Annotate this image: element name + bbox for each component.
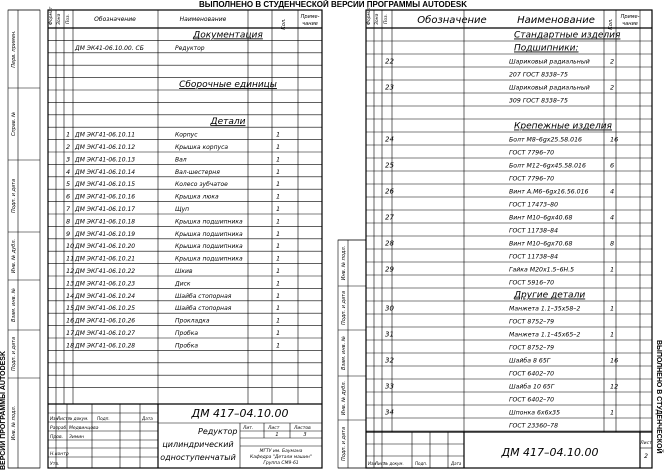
margin-label: Инв. № подл. — [341, 245, 347, 281]
section-heading: Документация — [193, 30, 263, 41]
section-heading: Подшипники: — [514, 43, 579, 54]
row-designation: ДМ ЭКГ41-06.10.18 — [75, 218, 136, 226]
margin-label: Подп. и дата — [11, 178, 17, 214]
row-qty: 12 — [610, 382, 619, 391]
row-name: Прокладка — [175, 317, 210, 325]
tb-list: Лист — [375, 461, 386, 466]
row-pos: 24 — [385, 135, 394, 144]
row-pos: 28 — [385, 239, 394, 248]
row-pos: 16 — [66, 316, 75, 325]
row-name: Болт М12–6gx45.58.016 — [509, 162, 586, 170]
row-designation: ДМ ЭКГ41-06.10.19 — [75, 230, 136, 238]
row-qty: 16 — [610, 135, 619, 144]
row-pos: 25 — [385, 161, 394, 170]
margin-label: Справ. № — [11, 111, 17, 137]
row-qty: 1 — [276, 279, 281, 288]
tb-list: Лист — [57, 416, 68, 421]
section-heading: Другие детали — [514, 290, 586, 301]
row-designation: ДМ ЭКГ41-06.10.14 — [75, 168, 136, 176]
row-name: ГОСТ 11738–84 — [509, 253, 559, 261]
tb-doc: № докум. — [384, 461, 404, 466]
row-qty: 1 — [276, 217, 281, 226]
tb-sheet-no: 1 — [275, 432, 279, 438]
row-name: Вал — [175, 156, 187, 164]
tb-sheets: Листов — [294, 426, 311, 431]
header-zone: Зона — [375, 13, 380, 25]
margin-label: Взам. инв. № — [11, 288, 17, 322]
row-designation: ДМ ЭКГ41-06.10.21 — [75, 255, 136, 263]
tb-doc-number: ДМ 417–04.10.00 — [191, 407, 289, 420]
row-name: ГОСТ 7796–70 — [509, 149, 555, 157]
row-name: ГОСТ 5916–70 — [509, 279, 555, 287]
row-name: Шайба стопорная — [175, 305, 232, 313]
row-designation: ДМ ЭКГ41-06.10.26 — [75, 317, 136, 325]
row-name: Крышка подшипника — [175, 230, 243, 238]
header-designation: Обозначение — [94, 16, 136, 23]
row-qty: 1 — [610, 265, 615, 274]
row-name: Шкив — [175, 268, 193, 275]
header-name: Наименование — [517, 15, 595, 26]
row-name: Крышка подшипника — [175, 218, 243, 226]
row-name: ГОСТ 11738–84 — [509, 227, 559, 235]
tb-razrab-label: Разраб. — [50, 426, 68, 431]
row-designation: ДМ ЭКГ41-06.10.16 — [75, 193, 136, 201]
row-pos: 4 — [66, 167, 71, 176]
row-qty: 1 — [276, 291, 281, 300]
header-zone: Зона — [57, 13, 62, 25]
row-designation: ДМ ЭКГ41-06.10.27 — [75, 330, 136, 337]
tb-org: Кафедра "Детали машин" — [250, 455, 312, 460]
row-name: Шпонка 6х6х35 — [509, 409, 561, 417]
header-pos: Поз. — [66, 14, 71, 24]
row-name: ГОСТ 23360–78 — [509, 422, 559, 430]
section-heading: Стандартные изделия — [514, 30, 621, 41]
row-qty: 1 — [610, 330, 615, 339]
row-designation: ДМ ЭКГ41-06.10.22 — [75, 268, 136, 275]
tb-izm: Изм — [368, 461, 377, 466]
row-qty: 4 — [610, 187, 615, 196]
row-name: Крышка люка — [175, 193, 219, 201]
header-designation: Обозначение — [417, 15, 487, 26]
row-pos: 9 — [66, 229, 71, 238]
section-heading: Детали — [210, 117, 246, 128]
row-name: Пробка — [175, 342, 198, 350]
row-name: Шайба 10 65Г — [509, 383, 555, 391]
row-pos: 3 — [66, 155, 71, 164]
margin-label: Взам. инв. № — [341, 336, 347, 370]
margin-label: Инв. № подл. — [11, 405, 17, 441]
section-heading: Сборочные единицы — [179, 80, 277, 90]
tb-sign: Подп. — [415, 461, 428, 466]
row-pos: 6 — [66, 192, 71, 201]
row-name: Шариковый радиальный — [509, 84, 590, 92]
header-note: чание — [622, 21, 638, 27]
row-qty: 6 — [610, 161, 615, 170]
row-designation: ДМ ЭКГ41-06.10.11 — [75, 131, 136, 139]
row-qty: 1 — [276, 205, 281, 213]
header-note: Приме- — [300, 14, 320, 20]
tb-sheet-no: 2 — [644, 453, 648, 460]
row-pos: 26 — [385, 187, 394, 196]
row-pos: 32 — [385, 356, 394, 365]
student-version-banner: ВЫПОЛНЕНО В СТУДЕНЧЕСКОЙ ВЕРСИИ ПРОГРАММЫ AUTODESK — [198, 0, 468, 9]
row-name: Шайба 8 65Г — [509, 357, 551, 365]
side-banner-left: ВЕРСИИ ПРОГРАММЫ AUTODESK — [0, 350, 7, 470]
row-name: Редуктор — [175, 44, 205, 52]
row-pos: 1 — [66, 130, 71, 139]
row-pos: 23 — [385, 83, 394, 92]
row-pos: 34 — [385, 408, 394, 417]
tb-doc: № докум. — [68, 416, 89, 421]
row-qty: 1 — [276, 229, 281, 238]
tb-date: Дата — [142, 416, 153, 421]
row-designation: ДМ ЭКГ41-06.10.17 — [75, 206, 136, 213]
row-qty: 1 — [276, 316, 281, 325]
row-name: Винт А.М6–6gx16.56.016 — [509, 188, 589, 196]
tb-utv-label: Утв. — [50, 462, 60, 467]
row-name: Крышка корпуса — [175, 144, 229, 151]
row-pos: 31 — [385, 330, 394, 339]
row-name: Вал-шестерня — [175, 168, 220, 176]
row-qty: 8 — [610, 239, 615, 248]
margin-label: Инв. № дубл. — [11, 238, 17, 274]
row-pos: 18 — [66, 341, 75, 350]
tb-sign: Подп. — [97, 416, 110, 421]
row-qty: 1 — [610, 304, 615, 313]
row-name: Манжета 1.1–35х58–2 — [509, 305, 581, 313]
row-qty: 2 — [610, 57, 615, 66]
row-name: 309 ГОСТ 8338–75 — [509, 97, 568, 105]
section-heading: Крепежные изделия — [514, 121, 612, 132]
row-name: Винт М10–6gx40.68 — [509, 214, 573, 222]
row-pos: 8 — [66, 217, 71, 226]
row-name: Крышка подшипника — [175, 255, 243, 263]
row-pos: 12 — [66, 267, 75, 275]
row-qty: 1 — [276, 167, 281, 176]
row-designation: ДМ ЭКГ41-06.10.12 — [75, 144, 136, 151]
row-name: Диск — [175, 280, 191, 288]
margin-label: Перв. примен. — [11, 30, 17, 68]
row-qty: 2 — [610, 83, 615, 92]
row-name: Гайка М20х1.5–6Н.5 — [509, 266, 575, 274]
row-pos: 29 — [385, 265, 394, 274]
tb-sheets-no: 3 — [303, 432, 307, 438]
row-pos: 13 — [66, 279, 75, 288]
header-name: Наименование — [179, 16, 227, 23]
row-pos: 5 — [66, 180, 71, 189]
row-designation: ДМ ЭКГ41-06.10.13 — [75, 156, 136, 164]
row-designation: ДМ ЭКГ41-06.10.24 — [75, 292, 136, 300]
tb-date: Дата — [451, 461, 462, 466]
row-pos: 7 — [66, 205, 71, 213]
row-qty: 1 — [276, 130, 281, 139]
row-pos: 27 — [385, 213, 394, 222]
header-qty: Кол. — [281, 18, 287, 30]
row-name: Колесо зубчатое — [175, 181, 228, 189]
row-name: Винт М10–6gx70.68 — [509, 240, 573, 248]
row-name: ГОСТ 6402–70 — [509, 396, 555, 404]
header-format: Формат — [367, 6, 372, 25]
row-name: Болт М8–6gx25.58.016 — [509, 136, 582, 144]
row-pos: 10 — [66, 242, 75, 251]
header-note: Приме- — [620, 14, 640, 20]
row-pos: 2 — [66, 143, 71, 151]
header-pos: Поз. — [384, 14, 389, 24]
row-pos: 14 — [66, 291, 75, 300]
row-pos: 17 — [66, 329, 75, 337]
tb-org: Группа СМ9-61 — [263, 461, 299, 466]
row-name: Крышка подшипника — [175, 243, 243, 251]
row-designation: ДМ ЭКГ41-06.10.23 — [75, 280, 136, 288]
row-designation: ДМ ЭКГ41-06.10.28 — [75, 342, 136, 350]
tb-org: МГТУ им. Баумана — [259, 449, 303, 454]
row-pos: 15 — [66, 304, 75, 313]
row-pos: 11 — [66, 254, 75, 263]
header-qty: Кол. — [608, 18, 614, 30]
margin-label: Подп. и дата — [341, 426, 347, 462]
row-designation: ДМ ЭКГ41-06.10.15 — [75, 181, 136, 189]
tb-lit: Лит. — [243, 426, 254, 431]
margin-label: Инв. № дубл. — [341, 380, 347, 416]
row-pos: 22 — [385, 57, 394, 66]
row-qty: 1 — [276, 267, 281, 275]
header-format: Формат — [49, 6, 54, 25]
tb-doc-number: ДМ 417–04.10.00 — [501, 446, 599, 459]
row-name: Шариковый радиальный — [509, 58, 590, 66]
row-name: 207 ГОСТ 8338–75 — [509, 71, 568, 79]
tb-title-line: Редуктор — [198, 427, 238, 436]
tb-title-line: цилиндрический — [162, 440, 234, 449]
row-name: Пробка — [175, 330, 198, 337]
row-designation: ДМ ЭК41-06.10.00. СБ — [75, 44, 144, 52]
tb-prov-label: Пров. — [50, 435, 64, 440]
row-qty: 1 — [276, 192, 281, 201]
row-pos: 30 — [385, 304, 394, 313]
tb-title-line: одноступенчатый — [160, 453, 236, 462]
row-name: ГОСТ 8752–79 — [509, 344, 555, 352]
row-qty: 16 — [610, 356, 619, 365]
row-name: Манжета 1.1–45х65–2 — [509, 331, 581, 339]
row-qty: 1 — [276, 329, 281, 337]
margin-label: Подп. и дата — [341, 290, 347, 326]
row-name: ГОСТ 17473–80 — [509, 201, 559, 209]
row-qty: 1 — [276, 242, 281, 251]
row-qty: 1 — [276, 155, 281, 164]
row-qty: 1 — [276, 143, 281, 151]
tb-izm: Изм — [50, 416, 59, 421]
row-qty: 1 — [276, 180, 281, 189]
row-designation: ДМ ЭКГ41-06.10.25 — [75, 305, 136, 313]
row-name: ГОСТ 7796–70 — [509, 175, 555, 183]
row-name: Корпус — [175, 131, 198, 139]
header-note: чание — [302, 21, 318, 27]
row-name: Шайба стопорная — [175, 292, 232, 300]
row-qty: 1 — [276, 304, 281, 313]
row-qty: 1 — [276, 254, 281, 263]
row-name: ГОСТ 6402–70 — [509, 370, 555, 378]
tb-nkontr-label: Н.контр — [50, 452, 69, 457]
row-qty: 1 — [276, 341, 281, 350]
tb-prov-name: Зимин — [69, 435, 85, 440]
row-pos: 33 — [385, 382, 394, 391]
side-banner-right: ВЫПОЛНЕНО В СТУДЕНЧЕСКОЙ — [655, 340, 662, 454]
tb-razrab-name: Медвинцова — [69, 426, 99, 431]
tb-sheet: Лист — [640, 441, 652, 446]
margin-label: Подп. и дата — [11, 336, 17, 372]
tb-sheet: Лист — [268, 426, 280, 431]
row-name: ГОСТ 8752–79 — [509, 318, 555, 326]
row-name: Щуп — [175, 206, 190, 213]
row-qty: 4 — [610, 213, 615, 222]
row-qty: 1 — [610, 408, 615, 417]
row-designation: ДМ ЭКГ41-06.10.20 — [75, 243, 136, 251]
